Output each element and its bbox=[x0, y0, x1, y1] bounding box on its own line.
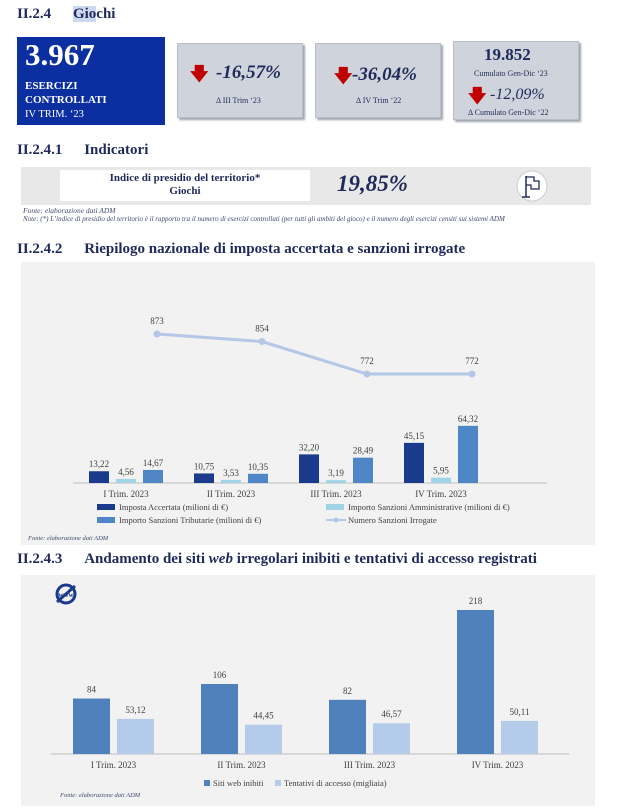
bar-value-label: 44,45 bbox=[253, 710, 274, 721]
x-tick-label: IV Trim. 2023 bbox=[415, 489, 467, 499]
line-value-label: 772 bbox=[360, 356, 374, 366]
x-tick-label: III Trim. 2023 bbox=[343, 760, 396, 770]
legend-label: Imposta Accertata (milioni di €) bbox=[119, 502, 229, 512]
kpi-delta-q3-value: -16,57% bbox=[216, 62, 281, 83]
indicators-heading bbox=[17, 142, 148, 159]
section-number: II.2.4 bbox=[17, 6, 52, 22]
bar bbox=[299, 454, 319, 483]
x-tick-label: III Trim. 2023 bbox=[310, 489, 362, 499]
summary-heading-number: II.2.4.2 bbox=[17, 241, 63, 257]
bar bbox=[248, 474, 268, 483]
legend-label: Importo Sanzioni Amministrative (milioni di €) bbox=[348, 502, 510, 512]
bar-value-label: 45,15 bbox=[403, 430, 425, 441]
bar bbox=[457, 610, 494, 754]
kpi-delta-q4-label: Δ IV Trim ‘22 bbox=[356, 96, 402, 105]
bar-value-label: 14,67 bbox=[142, 457, 164, 468]
kpi-delta-q3-label: Δ III Trim ‘23 bbox=[216, 96, 261, 105]
legend-label: Tentativi di accesso (migliaia) bbox=[284, 778, 387, 788]
arrow-down-icon: 🡇 bbox=[190, 64, 209, 84]
kpi-main-value: 3.967 bbox=[25, 37, 95, 72]
legend-swatch bbox=[275, 780, 281, 786]
bar-value-label: 46,57 bbox=[381, 709, 402, 720]
bar-value-label: 64,32 bbox=[457, 413, 479, 424]
bar-value-label: 82 bbox=[343, 685, 352, 696]
bar-value-label: 13,22 bbox=[88, 459, 110, 470]
x-tick-label: II Trim. 2023 bbox=[217, 760, 266, 770]
websites-heading-prefix: Andamento dei siti bbox=[84, 551, 209, 567]
indicators-source: Fonte: elaborazione dati ADM bbox=[23, 206, 116, 215]
indicator-panel bbox=[21, 167, 591, 205]
bar-value-label: 84 bbox=[87, 684, 96, 695]
bar-value-label: 218 bbox=[468, 596, 483, 606]
kpi-main-card bbox=[17, 37, 165, 125]
indicator-label-line1: Indice di presidio del territorio* bbox=[109, 172, 261, 184]
legend-swatch bbox=[97, 517, 115, 523]
bar-value-label: 32,20 bbox=[298, 442, 320, 453]
websites-heading-web: web bbox=[208, 551, 233, 567]
summary-chart bbox=[21, 262, 595, 545]
bar-value-label: 5,95 bbox=[433, 465, 449, 476]
bar bbox=[501, 721, 538, 754]
indicator-label bbox=[65, 172, 305, 198]
bar-value-label: 10,75 bbox=[193, 461, 215, 472]
section-title-rest: chi bbox=[96, 6, 116, 22]
legend-label: Siti web inibiti bbox=[213, 778, 264, 788]
bar bbox=[404, 443, 424, 483]
websites-source: Fonte: elaborazione dati ADM bbox=[60, 792, 141, 799]
kpi-delta-q4-value: -36,04% bbox=[352, 64, 417, 85]
bar-value-label: 4,56 bbox=[118, 466, 134, 477]
indicators-heading-number: II.2.4.1 bbox=[17, 142, 63, 158]
bar bbox=[245, 725, 282, 754]
bar bbox=[431, 478, 451, 483]
legend-swatch bbox=[204, 780, 210, 786]
websites-heading-number: II.2.4.3 bbox=[17, 551, 63, 567]
bar-value-label: 3,53 bbox=[223, 467, 239, 478]
kpi-cumulative-delta-value: -12,09% bbox=[490, 86, 545, 103]
bar-value-label: 10,35 bbox=[247, 461, 269, 472]
legend-swatch bbox=[326, 504, 344, 510]
bar bbox=[353, 458, 373, 483]
x-tick-label: I Trim. 2023 bbox=[90, 760, 137, 770]
www-blocked-icon bbox=[53, 583, 79, 605]
kpi-cumulative-label: Cumulato Gen-Dic ‘23 bbox=[474, 69, 548, 78]
kpi-card-delta-q3 bbox=[177, 43, 303, 118]
bar bbox=[117, 719, 154, 754]
line-point bbox=[469, 371, 476, 378]
websites-heading-suffix: irregolari inibiti e tentativi di accesso registrati bbox=[232, 551, 537, 567]
x-tick-label: IV Trim. 2023 bbox=[471, 760, 524, 770]
bar-value-label: 28,49 bbox=[352, 445, 374, 456]
summary-chart-panel bbox=[21, 262, 595, 545]
indicators-note: Note: (*) L’indice di presidio del territorio è il rapporto tra il numero di esercizi controllati (per tutti gli ambiti del gioco) e il numero degli esercizi censiti sui sistemi ADM bbox=[23, 215, 505, 223]
summary-heading-title: Riepilogo nazionale di imposta accertata e sanzioni irrogate bbox=[84, 241, 466, 257]
bar bbox=[201, 684, 238, 754]
line-series bbox=[157, 334, 472, 374]
kpi-main-label-1: ESERCIZI bbox=[25, 80, 78, 92]
line-value-label: 772 bbox=[465, 356, 479, 366]
bar bbox=[326, 480, 346, 483]
kpi-card-cumulative bbox=[453, 41, 579, 120]
territory-flag-icon bbox=[516, 170, 548, 202]
bar-value-label: 50,11 bbox=[509, 706, 530, 717]
kpi-main-label-2: CONTROLLATI bbox=[25, 94, 107, 106]
indicators-heading-title: Indicatori bbox=[84, 142, 149, 158]
websites-heading bbox=[17, 551, 537, 568]
summary-source: Fonte: elaborazione dati ADM bbox=[28, 535, 109, 542]
section-title bbox=[17, 6, 115, 23]
bar bbox=[373, 723, 410, 754]
bar-value-label: 3,19 bbox=[328, 468, 344, 479]
bar bbox=[89, 471, 109, 483]
bar-value-label: 53,12 bbox=[125, 704, 146, 715]
legend-label: Numero Sanzioni Irrogate bbox=[348, 515, 437, 525]
line-point bbox=[154, 331, 161, 338]
legend-label: Importo Sanzioni Tributarie (milioni di €) bbox=[119, 515, 262, 525]
arrow-down-icon: 🡇 bbox=[468, 86, 487, 106]
bar bbox=[73, 699, 110, 754]
arrow-down-icon: 🡇 bbox=[334, 66, 353, 86]
kpi-cumulative-value: 19.852 bbox=[484, 45, 531, 64]
websites-chart bbox=[21, 575, 595, 806]
bar bbox=[329, 700, 366, 754]
bar bbox=[221, 480, 241, 483]
svg-text:www: www bbox=[58, 591, 74, 599]
line-point bbox=[259, 338, 266, 345]
summary-heading bbox=[17, 241, 465, 258]
bar bbox=[458, 426, 478, 483]
line-value-label: 854 bbox=[255, 323, 269, 334]
bar bbox=[194, 473, 214, 483]
kpi-main-period: IV TRIM. ‘23 bbox=[25, 109, 84, 120]
indicator-value: 19,85% bbox=[337, 171, 408, 196]
legend-swatch bbox=[97, 504, 115, 510]
section-title-highlight: Gio bbox=[72, 6, 97, 22]
kpi-card-delta-q4-22 bbox=[315, 43, 441, 118]
websites-chart-panel bbox=[21, 575, 595, 806]
line-value-label: 873 bbox=[150, 316, 164, 326]
line-point bbox=[364, 371, 371, 378]
x-tick-label: II Trim. 2023 bbox=[206, 489, 256, 499]
bar bbox=[143, 470, 163, 483]
kpi-cumulative-delta-label: Δ Cumulato Gen-Dic ‘22 bbox=[468, 108, 549, 117]
legend-swatch-point bbox=[334, 518, 339, 523]
bar bbox=[116, 479, 136, 483]
x-tick-label: I Trim. 2023 bbox=[103, 489, 149, 499]
indicator-label-line2: Giochi bbox=[169, 185, 201, 197]
bar-value-label: 106 bbox=[212, 669, 227, 680]
